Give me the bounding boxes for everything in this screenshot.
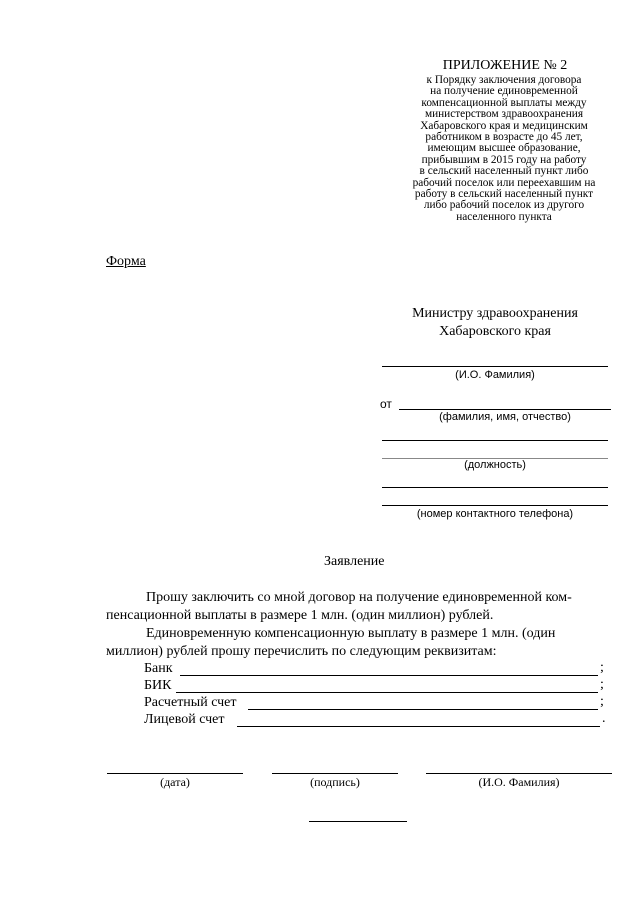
- phone-line-1[interactable]: [382, 487, 608, 488]
- appendix-title: ПРИЛОЖЕНИЕ № 2: [442, 58, 568, 73]
- from-label: от: [380, 397, 392, 411]
- appendix-line: в сельский населенный пункт либо: [419, 165, 589, 178]
- addressee: [395, 305, 595, 341]
- recipient-name-line[interactable]: [382, 366, 608, 367]
- appendix-line: на получение единовременной: [430, 85, 578, 98]
- appendix-line: Хабаровского края и медицинским: [420, 119, 588, 132]
- settlement-account-end: ;: [600, 694, 604, 709]
- appendix-line: рабочий поселок или переехавшим на: [412, 176, 596, 189]
- personal-account-end: .: [602, 711, 606, 726]
- personal-account-label: Лицевой счет: [144, 712, 225, 727]
- date-caption: (дата): [160, 775, 190, 789]
- settlement-account-label: Расчетный счет: [144, 695, 237, 710]
- appendix-line: министерством здравоохранения: [424, 108, 584, 121]
- appendix-line: работу в сельский населенный пункт: [414, 188, 594, 201]
- statement-title: Заявление: [324, 554, 385, 569]
- appendix-line: имеющим высшее образование,: [427, 142, 581, 155]
- paragraph-line: миллион) рублей прошу перечислить по следующим реквизитам:: [106, 644, 497, 659]
- statement-paragraph-1: [106, 589, 606, 625]
- signer-name-caption: (И.О. Фамилия): [478, 775, 560, 789]
- applicant-fio-line[interactable]: [399, 409, 611, 410]
- bank-label: Банк: [144, 661, 173, 676]
- applicant-fio-caption: (фамилия, имя, отчество): [439, 411, 571, 423]
- applicant-fio-line-2[interactable]: [382, 440, 608, 441]
- paragraph-line: пенсационной выплаты в размере 1 млн. (один миллион) рублей.: [106, 608, 494, 623]
- signature-field[interactable]: [272, 773, 398, 774]
- appendix-line: либо рабочий поселок из другого: [423, 199, 585, 212]
- bik-end: ;: [600, 677, 604, 692]
- bik-label: БИК: [144, 678, 172, 693]
- addressee-line-2: Хабаровского края: [439, 324, 551, 339]
- appendix-line: прибывшим в 2015 году на работу: [421, 153, 587, 166]
- appendix-line: компенсационной выплаты между: [421, 96, 587, 109]
- position-caption: (должность): [464, 459, 526, 471]
- appendix-description: [393, 75, 615, 223]
- form-label: Форма: [106, 254, 146, 269]
- appendix-line: населенного пункта: [456, 210, 552, 223]
- signature-caption: (подпись): [310, 775, 360, 789]
- signer-name-field[interactable]: [426, 773, 612, 774]
- personal-account-field[interactable]: [237, 726, 600, 727]
- statement-paragraph-2: [106, 625, 606, 661]
- phone-line-2[interactable]: [382, 505, 608, 506]
- bank-field[interactable]: [180, 675, 598, 676]
- phone-caption: (номер контактного телефона): [416, 508, 574, 520]
- recipient-name-caption: (И.О. Фамилия): [455, 369, 535, 381]
- appendix-line: к Порядку заключения договора: [426, 74, 582, 86]
- settlement-account-field[interactable]: [248, 709, 598, 710]
- appendix-line: работником в возрасте до 45 лет,: [425, 131, 583, 144]
- footer-divider: [309, 821, 407, 822]
- paragraph-line: Прошу заключить со мной договор на получение единовременной ком-: [146, 590, 572, 605]
- paragraph-line: Единовременную компенсационную выплату в размере 1 млн. (один: [146, 626, 556, 641]
- addressee-line-1: Министру здравоохранения: [412, 306, 578, 321]
- bank-end: ;: [600, 660, 604, 675]
- date-field[interactable]: [107, 773, 243, 774]
- bik-field[interactable]: [176, 692, 598, 693]
